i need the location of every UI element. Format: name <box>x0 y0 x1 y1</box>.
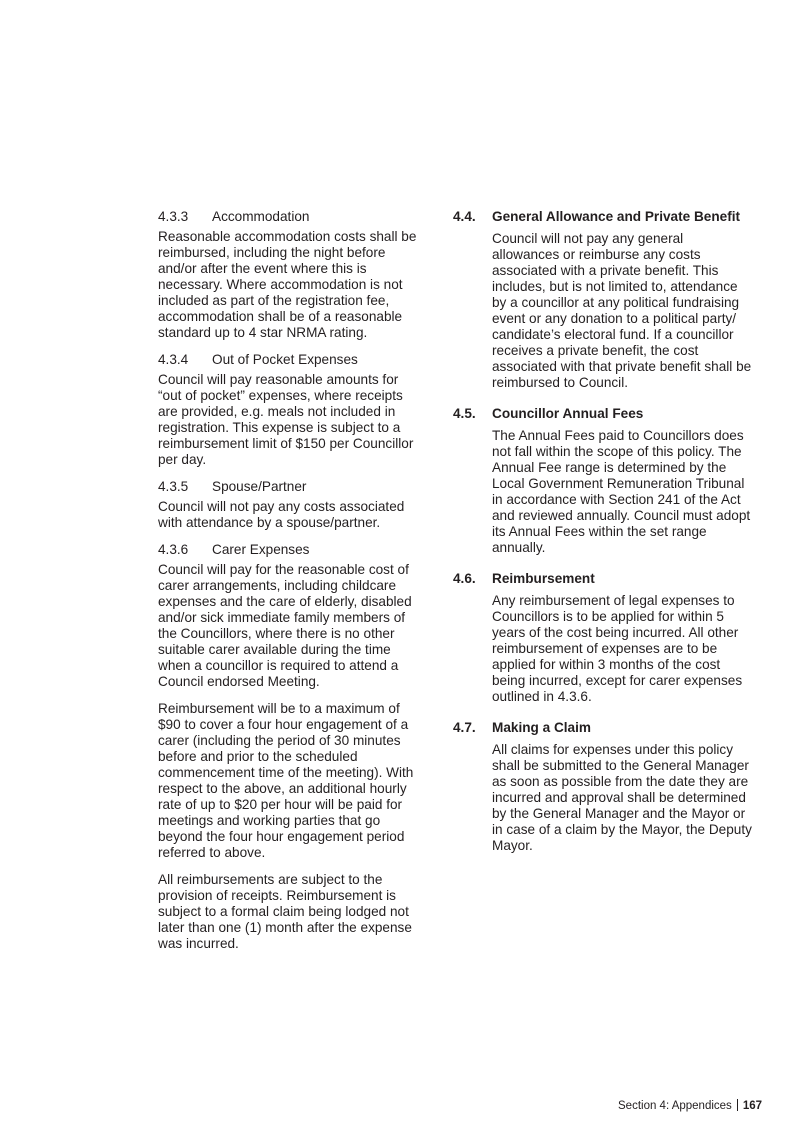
subsection-number: 4.3.4 <box>158 352 189 367</box>
subsection-title: Accommodation <box>212 209 310 224</box>
section-4-3-4 <box>158 352 420 468</box>
section-4-4 <box>453 209 753 391</box>
paragraph: Any reimbursement of legal expenses to Councillors is to be applied for within 5 years of the cost being incurred. All other reimbursement of expenses are to be applied for within 3 months of the cost being incurred, except for carer expenses outlined in 4.3.6. <box>492 593 743 704</box>
paragraph: Council will pay for the reasonable cost of carer arrangements, including childcare expenses and the care of elderly, disabled and/or sick immediate family members of the Councillors, where there is no other suitable carer available during the time when a councillor is required to attend a Council endorsed Meeting. <box>158 562 412 689</box>
section-4-3-5 <box>158 479 420 531</box>
subsection-heading <box>158 352 420 368</box>
section-heading <box>453 406 753 422</box>
section-4-5 <box>453 406 753 556</box>
page-number: 167 <box>742 1100 762 1112</box>
paragraph: Council will not pay any general allowances or reimburse any costs associated with a private benefit. This includes, but is not limited to, attendance by a councillor at any political fundraising event or any donation to a political party/ candidate’s electoral fund. If a councillor receives a private benefit, the cost associated with that private benefit shall be reimbursed to Council. <box>492 231 752 390</box>
left-column <box>158 209 420 963</box>
paragraph: Council will pay reasonable amounts for “out of pocket” expenses, where receipts are provided, e.g. meals not included in registration. This expense is subject to a reimbursement limit of $150 per Councillor per day. <box>158 372 414 467</box>
paragraph: Council will not pay any costs associated with attendance by a spouse/partner. <box>158 499 405 530</box>
section-title: Reimbursement <box>492 571 595 586</box>
section-heading <box>453 209 753 225</box>
footer-section-label: Section 4: Appendices <box>618 1100 732 1112</box>
footer-divider <box>737 1099 738 1111</box>
section-number: 4.5. <box>453 406 476 421</box>
section-4-3-6 <box>158 542 420 952</box>
section-heading <box>453 571 753 587</box>
paragraph: All reimbursements are subject to the provision of receipts. Reimbursement is subject to a formal claim being lodged not later than one (1) month after the expense was incurred. <box>158 872 412 951</box>
subsection-title: Out of Pocket Expenses <box>212 352 358 367</box>
section-4-3-3 <box>158 209 420 341</box>
subsection-heading <box>158 479 420 495</box>
page-footer <box>618 1099 762 1112</box>
section-number: 4.7. <box>453 720 476 735</box>
subsection-number: 4.3.6 <box>158 542 189 557</box>
section-number: 4.4. <box>453 209 476 224</box>
section-title: Councillor Annual Fees <box>492 406 644 421</box>
section-4-7 <box>453 720 753 854</box>
subsection-title: Spouse/Partner <box>212 479 307 494</box>
paragraph: Reasonable accommodation costs shall be reimbursed, including the night before and/or after the event where this is necessary. Where accommodation is not included as part of the registration fee, accommodation shall be of a reasonable standard up to 4 star NRMA rating. <box>158 229 417 340</box>
subsection-number: 4.3.5 <box>158 479 189 494</box>
right-column <box>453 209 753 869</box>
section-4-6 <box>453 571 753 705</box>
paragraph: All claims for expenses under this policy shall be submitted to the General Manager as soon as possible from the date they are incurred and approval shall be determined by the General Manager and the Mayor or in case of a claim by the Mayor, the Deputy Mayor. <box>492 742 752 853</box>
subsection-heading <box>158 209 420 225</box>
paragraph: The Annual Fees paid to Councillors does not fall within the scope of this policy. The Annual Fee range is determined by the Local Government Remuneration Tribunal in accordance with Section 241 of the Act and reviewed annually. Council must adopt its Annual Fees within the set range annually. <box>492 428 751 555</box>
section-title: General Allowance and Private Benefit <box>492 209 741 224</box>
subsection-heading <box>158 542 420 558</box>
subsection-title: Carer Expenses <box>212 542 310 557</box>
section-heading <box>453 720 753 736</box>
subsection-number: 4.3.3 <box>158 209 189 224</box>
section-title: Making a Claim <box>492 720 591 735</box>
paragraph: Reimbursement will be to a maximum of $90 to cover a four hour engagement of a carer (including the period of 30 minutes before and prior to the scheduled commencement time of the meeting). With respect to the above, an additional hourly rate of up to $20 per hour will be paid for meetings and working parties that go beyond the four hour engagement period referred to above. <box>158 701 414 860</box>
section-number: 4.6. <box>453 571 476 586</box>
